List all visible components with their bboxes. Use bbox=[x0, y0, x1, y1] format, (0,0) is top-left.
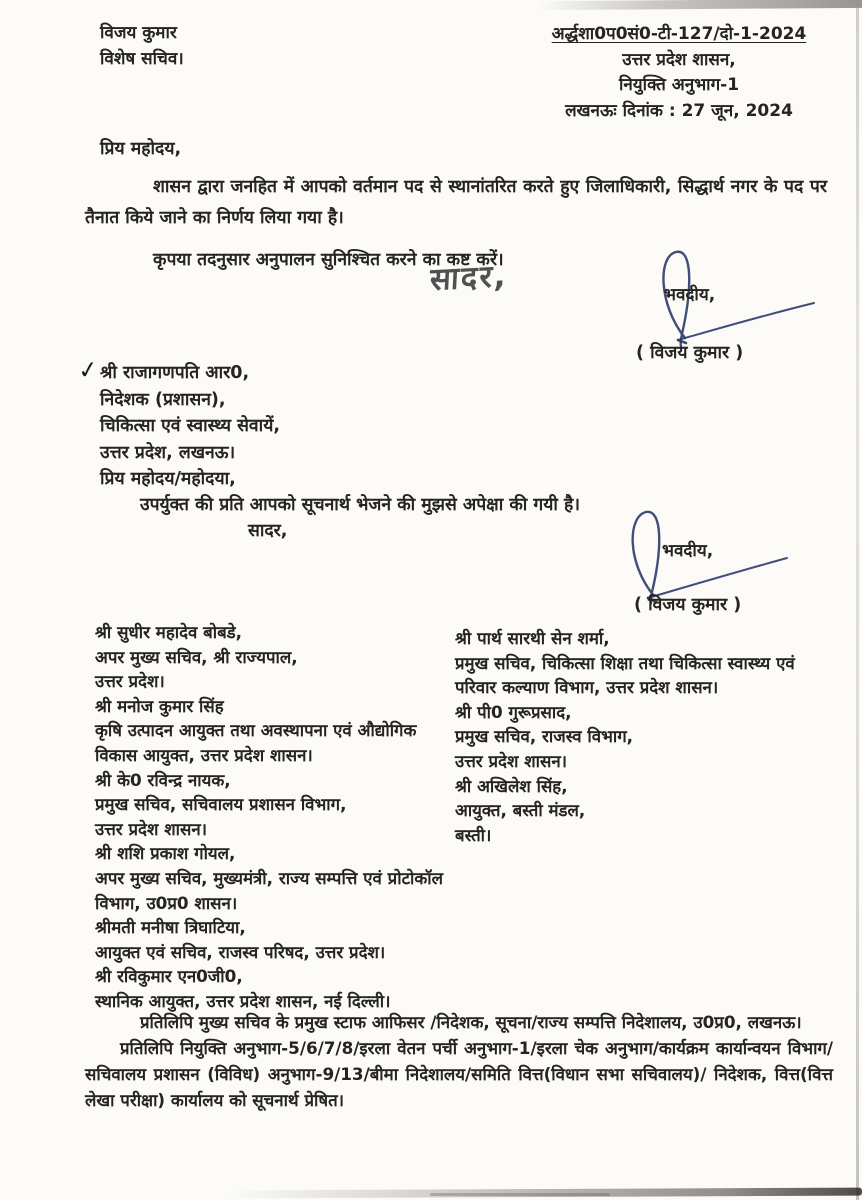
body-paragraph-3: उपर्युक्त की प्रति आपको सूचनार्थ भेजने की मुझसे अपेक्षा की गयी है। bbox=[140, 495, 580, 515]
cc-line: परिवार कल्याण विभाग, उत्तर प्रदेश शासन। bbox=[455, 677, 719, 698]
cc-line: श्री मनोज कुमार सिंह bbox=[95, 695, 224, 716]
cc-line: अपर मुख्य सचिव, श्री राज्यपाल, bbox=[95, 646, 298, 667]
cc-line: श्री के0 रविन्द्र नायक, bbox=[95, 769, 231, 790]
valediction-1: भवदीय, bbox=[664, 285, 716, 305]
addressee-line: श्री राजागणपति आर0, bbox=[100, 363, 250, 383]
sender-block bbox=[100, 20, 184, 72]
sender-name: विजय कुमार bbox=[100, 23, 177, 43]
cc-line: श्री रविकुमार एन0जी0, bbox=[95, 966, 243, 987]
cc-list-right bbox=[455, 626, 855, 847]
body-paragraph-1: शासन द्वारा जनहित में आपको वर्तमान पद से स्थानांतरित करते हुए जिलाधिकारी, सिद्धार्थ नगर के पद पर तैनात किये जाने का निर्णय लिया गया है। bbox=[85, 177, 827, 228]
cc-list-left bbox=[95, 620, 467, 1014]
addressee-line: चिकित्सा एवं स्वास्थ्य सेवायें, bbox=[100, 416, 280, 436]
addressee-line: उत्तर प्रदेश, लखनऊ। bbox=[100, 442, 236, 463]
scan-artifact-bottom bbox=[430, 1193, 610, 1196]
scan-artifact-top bbox=[538, 0, 862, 10]
reference-number: अर्द्धशा0प0सं0-टी-127/दो-1-2024 bbox=[551, 24, 807, 44]
signatory-name-2: ( विजय कुमार ) bbox=[634, 595, 742, 615]
valediction-2: भवदीय, bbox=[662, 541, 714, 561]
cc-line: श्रीमती मनीषा त्रिघाटिया, bbox=[95, 917, 246, 938]
typed-regards: सादर, bbox=[248, 521, 288, 541]
addressee-line: निदेशक (प्रशासन), bbox=[100, 389, 226, 410]
cc-line: प्रमुख सचिव, राजस्व विभाग, bbox=[455, 726, 634, 747]
letter-header bbox=[545, 22, 813, 124]
cc-line: उत्तर प्रदेश। bbox=[95, 671, 165, 692]
place-date: लखनऊः दिनांक : 27 जून, 2024 bbox=[565, 100, 793, 121]
cc-line: प्रमुख सचिव, चिकित्सा शिक्षा तथा चिकित्सा स्वास्थ्य एवं bbox=[455, 652, 795, 673]
addressee-block bbox=[100, 360, 280, 466]
cc-line: उत्तर प्रदेश शासन। bbox=[455, 750, 567, 771]
cc-line: स्थानिक आयुक्त, उत्तर प्रदेश शासन, नई दिल्ली। bbox=[95, 990, 391, 1011]
cc-line: विकास आयुक्त, उत्तर प्रदेश शासन। bbox=[95, 744, 313, 765]
body-paragraph-2: कृपया तदनुसार अनुपालन सुनिश्चित करने का कष्ट करें। bbox=[153, 250, 504, 270]
checkmark-icon: ✓ bbox=[76, 354, 100, 386]
org-name: उत्तर प्रदेश शासन, bbox=[622, 49, 736, 70]
cc-line: अपर मुख्य सचिव, मुख्यमंत्री, राज्य सम्पत्ति एवं प्रोटोकॉल bbox=[95, 867, 443, 888]
cc-line: श्री शशि प्रकाश गोयल, bbox=[95, 843, 236, 864]
salutation-2: प्रिय महोदय/महोदया, bbox=[100, 469, 236, 489]
sender-title: विशेष सचिव। bbox=[100, 49, 184, 69]
signatory-name-1: ( विजय कुमार ) bbox=[636, 343, 744, 363]
cc-line: बस्ती। bbox=[455, 824, 492, 845]
scan-artifact-right-edge bbox=[856, 0, 859, 1200]
cc-line: श्री अखिलेश सिंह, bbox=[455, 775, 568, 796]
cc-line: श्री सुधीर महादेव बोबडे, bbox=[95, 622, 243, 642]
footer-copy-line: प्रतिलिपि मुख्य सचिव के प्रमुख स्टाफ आफिसर /निदेशक, सूचना/राज्य सम्पत्ति निदेशालय, उ0प्र0, लखनऊ। bbox=[140, 1012, 802, 1032]
cc-line: कृषि उत्पादन आयुक्त तथा अवस्थापना एवं औद्योगिक bbox=[95, 720, 417, 741]
cc-line: श्री पार्थ सारथी सेन शर्मा, bbox=[455, 628, 610, 648]
cc-line: प्रमुख सचिव, सचिवालय प्रशासन विभाग, bbox=[95, 794, 347, 815]
handwritten-regards: सादर, bbox=[429, 257, 509, 299]
cc-line: श्री पी0 गुरूप्रसाद, bbox=[455, 701, 572, 722]
cc-line: आयुक्त एवं सचिव, राजस्व परिषद, उत्तर प्रदेश। bbox=[95, 941, 386, 962]
cc-line: उत्तर प्रदेश शासन। bbox=[95, 818, 207, 839]
cc-line: विभाग, उ0प्र0 शासन। bbox=[95, 892, 238, 913]
signature-scribble bbox=[628, 246, 828, 354]
salutation-1: प्रिय महोदय, bbox=[100, 139, 182, 159]
footer-copy-paragraph: प्रतिलिपि नियुक्ति अनुभाग-5/6/7/8/इरला वेतन पर्ची अनुभाग-1/इरला चेक अनुभाग/कार्यक्रम कार्यान्वयन विभाग/सचिवालय प्रशासन (विविध) अनुभाग-9/13/बीमा निदेशालय/समिति वित्त(विधान सभा सचिवालय)/ निदेशक, वित्त(वित्त लेखा परीक्षा) कार्यालय को सूचनार्थ प्रेषित। bbox=[85, 1038, 833, 1110]
section-name: नियुक्ति अनुभाग-1 bbox=[618, 75, 740, 95]
cc-line: आयुक्त, बस्ती मंडल, bbox=[455, 800, 586, 821]
